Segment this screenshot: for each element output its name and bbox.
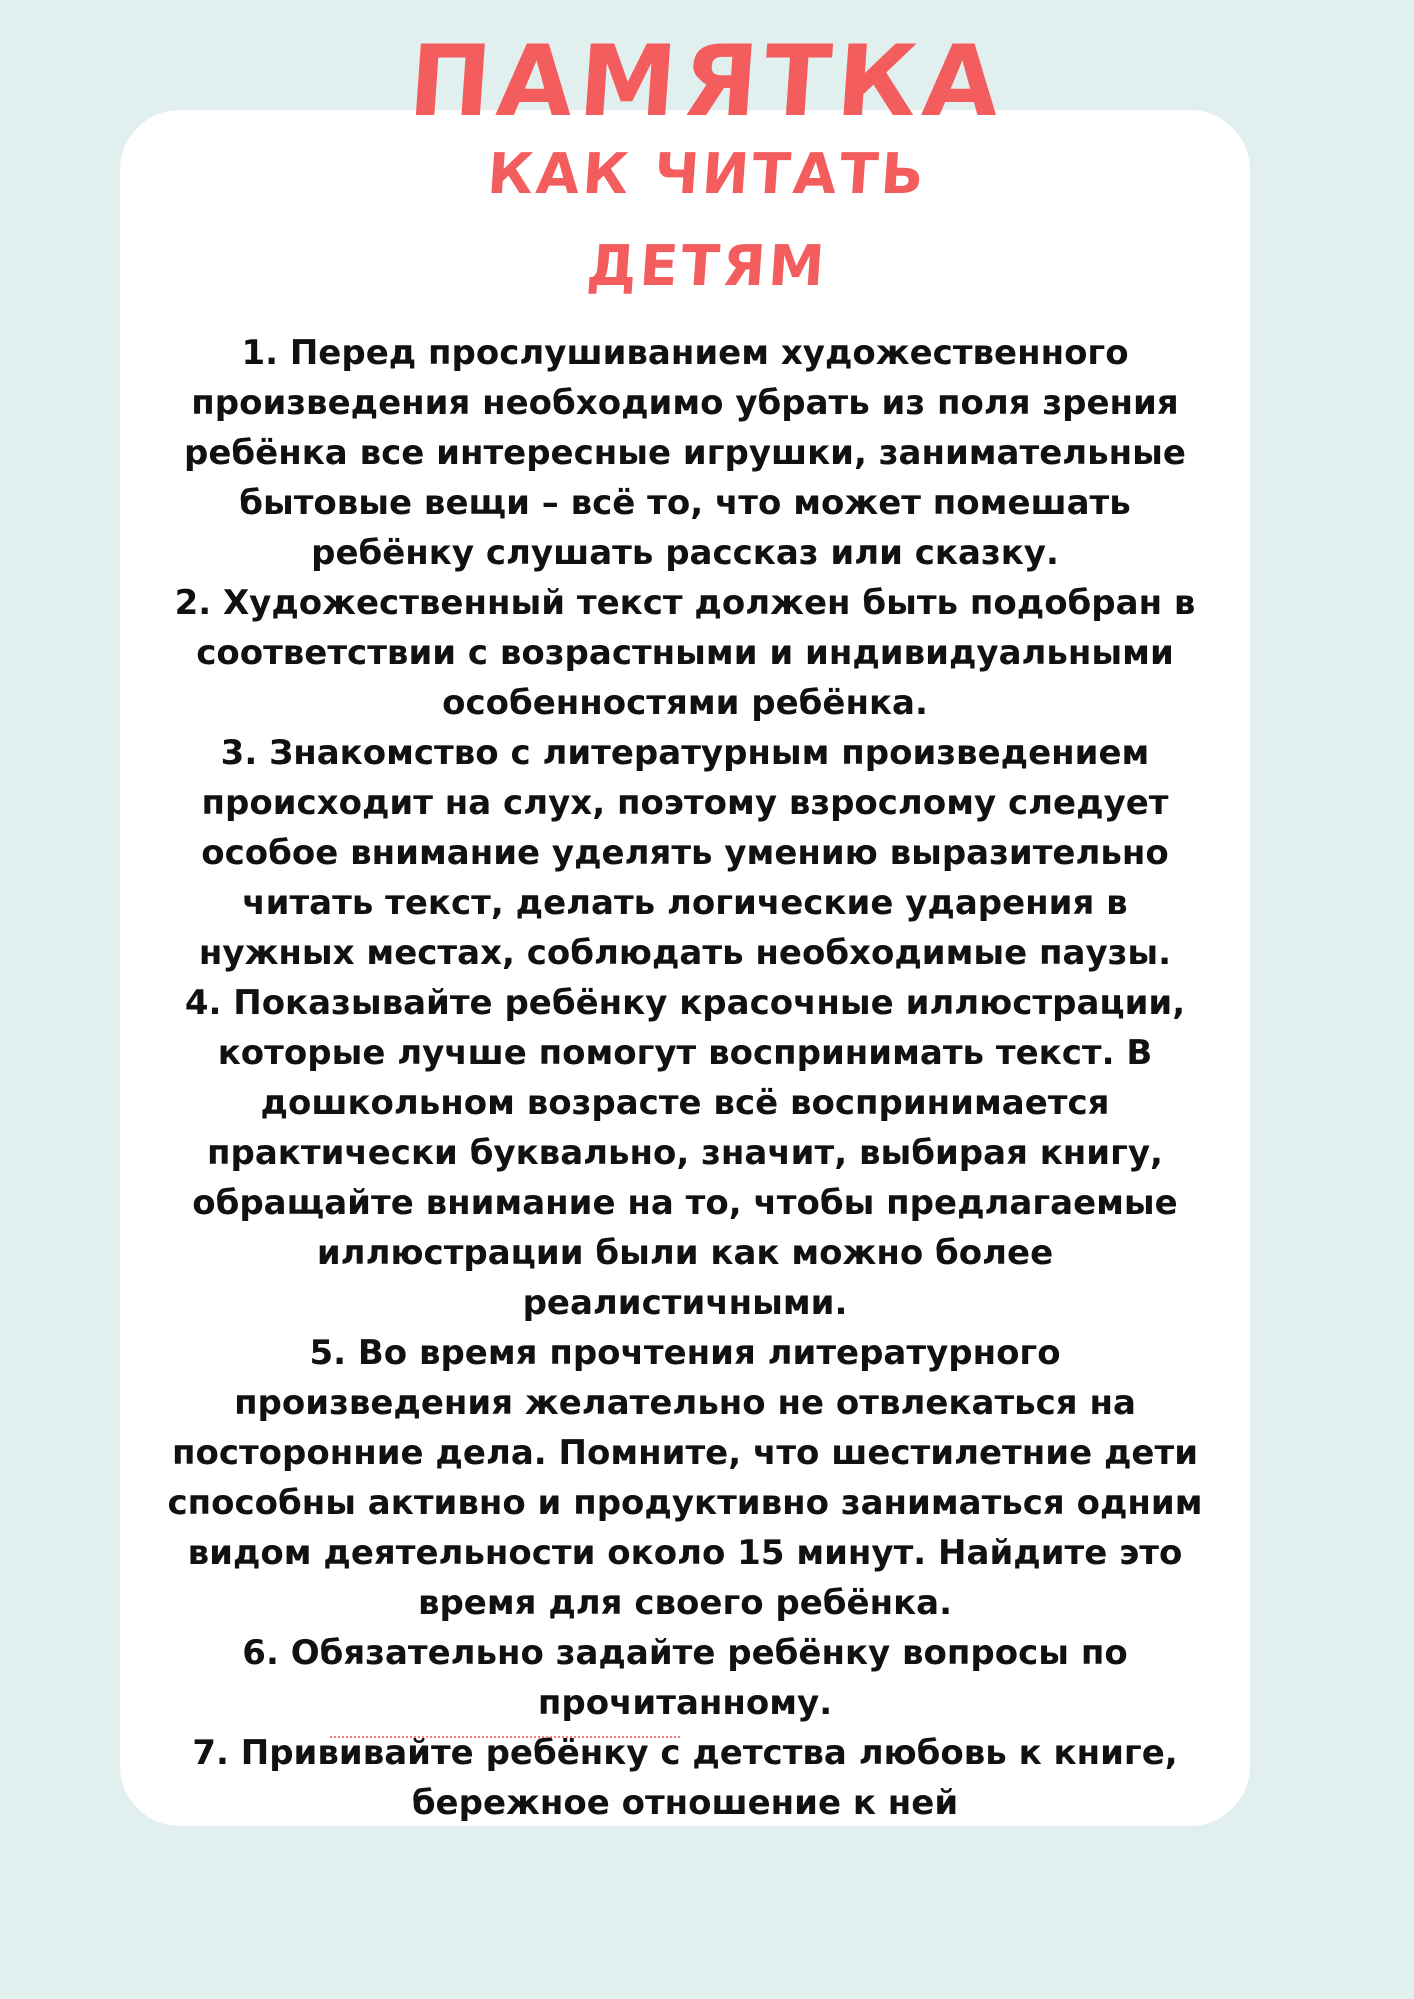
tip-item-1: 1. Перед прослушиванием художественного произведения необходимо убрать из поля зрения ребёнка все интересные игрушки, занимательные бытовые вещи – всё то, что может помешать ребёнку слушать рассказ или сказку. <box>184 333 1186 573</box>
tip-item-7: 7. Прививайте ребёнку с детства любовь к книге, бережное отношение к ней <box>192 1733 1178 1823</box>
tip-item-2: 2. Художественный текст должен быть подобран в соответствии с возрастными и индивидуальными особенностями ребёнка. <box>174 583 1196 723</box>
tip-item-3: 3. Знакомство с литературным произведением происходит на слух, поэтому взрослому следует особое внимание уделять умению выразительно читать текст, делать логические ударения в нужных местах, соблюдать необходимые паузы. <box>198 733 1172 973</box>
page-title: ПАМЯТКА <box>405 25 1009 139</box>
subtitle-line-2: ДЕТЯМ <box>584 234 830 299</box>
tip-item-4: 4. Показывайте ребёнку красочные иллюстрации, которые лучше помогут воспринимать текст. В дошкольном возрасте всё воспринимается практически буквально, значит, выбирая книгу, обращайте внимание на то, чтобы предлагаемые иллюстрации были как можно более реалистичными. <box>184 983 1186 1323</box>
tip-item-5: 5. Во время прочтения литературного произведения желательно не отвлекаться на посторонние дела. Помните, что шестилетние дети способны активно и продуктивно заниматься одним видом деятельности около 15 минут. Найдите это время для своего ребёнка. <box>167 1333 1203 1623</box>
subtitle-line-1: КАК ЧИТАТЬ <box>485 142 929 207</box>
tip-item-6: 6. Обязательно задайте ребёнку вопросы по прочитанному. <box>242 1633 1128 1723</box>
spellcheck-underline <box>330 1736 680 1738</box>
tips-list <box>165 328 1205 1828</box>
